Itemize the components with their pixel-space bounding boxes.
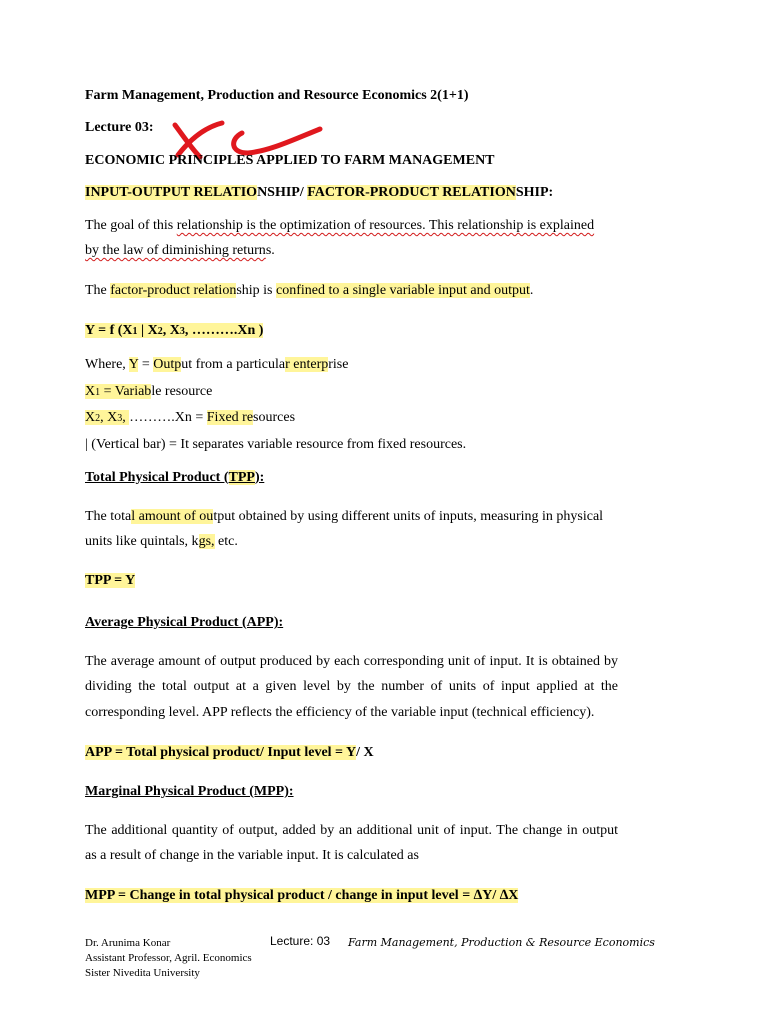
mpp-formula: MPP = Change in total physical product / change in input level = ∆Y/ ∆X — [85, 888, 519, 903]
equation-y: Y = f (X1 | X2, X3, ……….Xn ) — [85, 323, 264, 338]
mpp-heading: Marginal Physical Product (MPP): — [85, 784, 294, 799]
factor-product-line: The factor-product relationship is confined to a single variable input and output. — [85, 283, 534, 298]
app-line-2: dividing the total output at a given level by the number of units of input applied at the — [85, 679, 618, 694]
footer-university: Sister Nivedita University — [85, 967, 200, 979]
mpp-line-1: The additional quantity of output, added by an additional unit of input. The change in output — [85, 823, 618, 838]
app-line-3: corresponding level. APP reflects the efficiency of the variable input (technical efficiency). — [85, 705, 595, 720]
footer-course: Farm Management, Production & Resource Economics — [348, 936, 655, 949]
app-formula: APP = Total physical product/ Input level = Y/ X — [85, 745, 374, 760]
course-title: Farm Management, Production and Resource Economics 2(1+1) — [85, 88, 469, 103]
main-heading: ECONOMIC PRINCIPLES APPLIED TO FARM MANAGEMENT — [85, 153, 495, 168]
goal-line-2: by the law of diminishing returns. — [85, 243, 275, 258]
x1-line: X1 = Variable resource — [85, 384, 213, 399]
tpp-heading: Total Physical Product (TPP): — [85, 470, 265, 485]
footer-lecture: Lecture: 03 — [270, 934, 331, 948]
footer-role: Assistant Professor, Agril. Economics — [85, 952, 252, 964]
where-line: Where, Y = Output from a particular enterprise — [85, 357, 349, 372]
tpp-formula: TPP = Y — [85, 573, 136, 588]
lecture-label: Lecture 03: — [85, 120, 154, 135]
app-line-1: The average amount of output produced by each corresponding unit of input. It is obtained by — [85, 654, 618, 669]
goal-line-1: The goal of this relationship is the optimization of resources. This relationship is explained — [85, 218, 595, 233]
vertical-bar-line: | (Vertical bar) = It separates variable resource from fixed resources. — [85, 437, 467, 452]
footer-author: Dr. Arunima Konar — [85, 937, 171, 949]
tpp-line-1: The total amount of output obtained by using different units of inputs, measuring in physical — [85, 509, 604, 524]
x2-line: X2, X3, ……….Xn = Fixed resources — [85, 410, 296, 425]
heading-input-output: INPUT-OUTPUT RELATIONSHIP/ FACTOR-PRODUCT RELATIONSHIP: — [85, 185, 554, 200]
mpp-line-2: as a result of change in the variable input. It is calculated as — [85, 848, 419, 863]
app-heading: Average Physical Product (APP): — [85, 615, 284, 630]
tpp-line-2: units like quintals, kgs, etc. — [85, 534, 238, 549]
